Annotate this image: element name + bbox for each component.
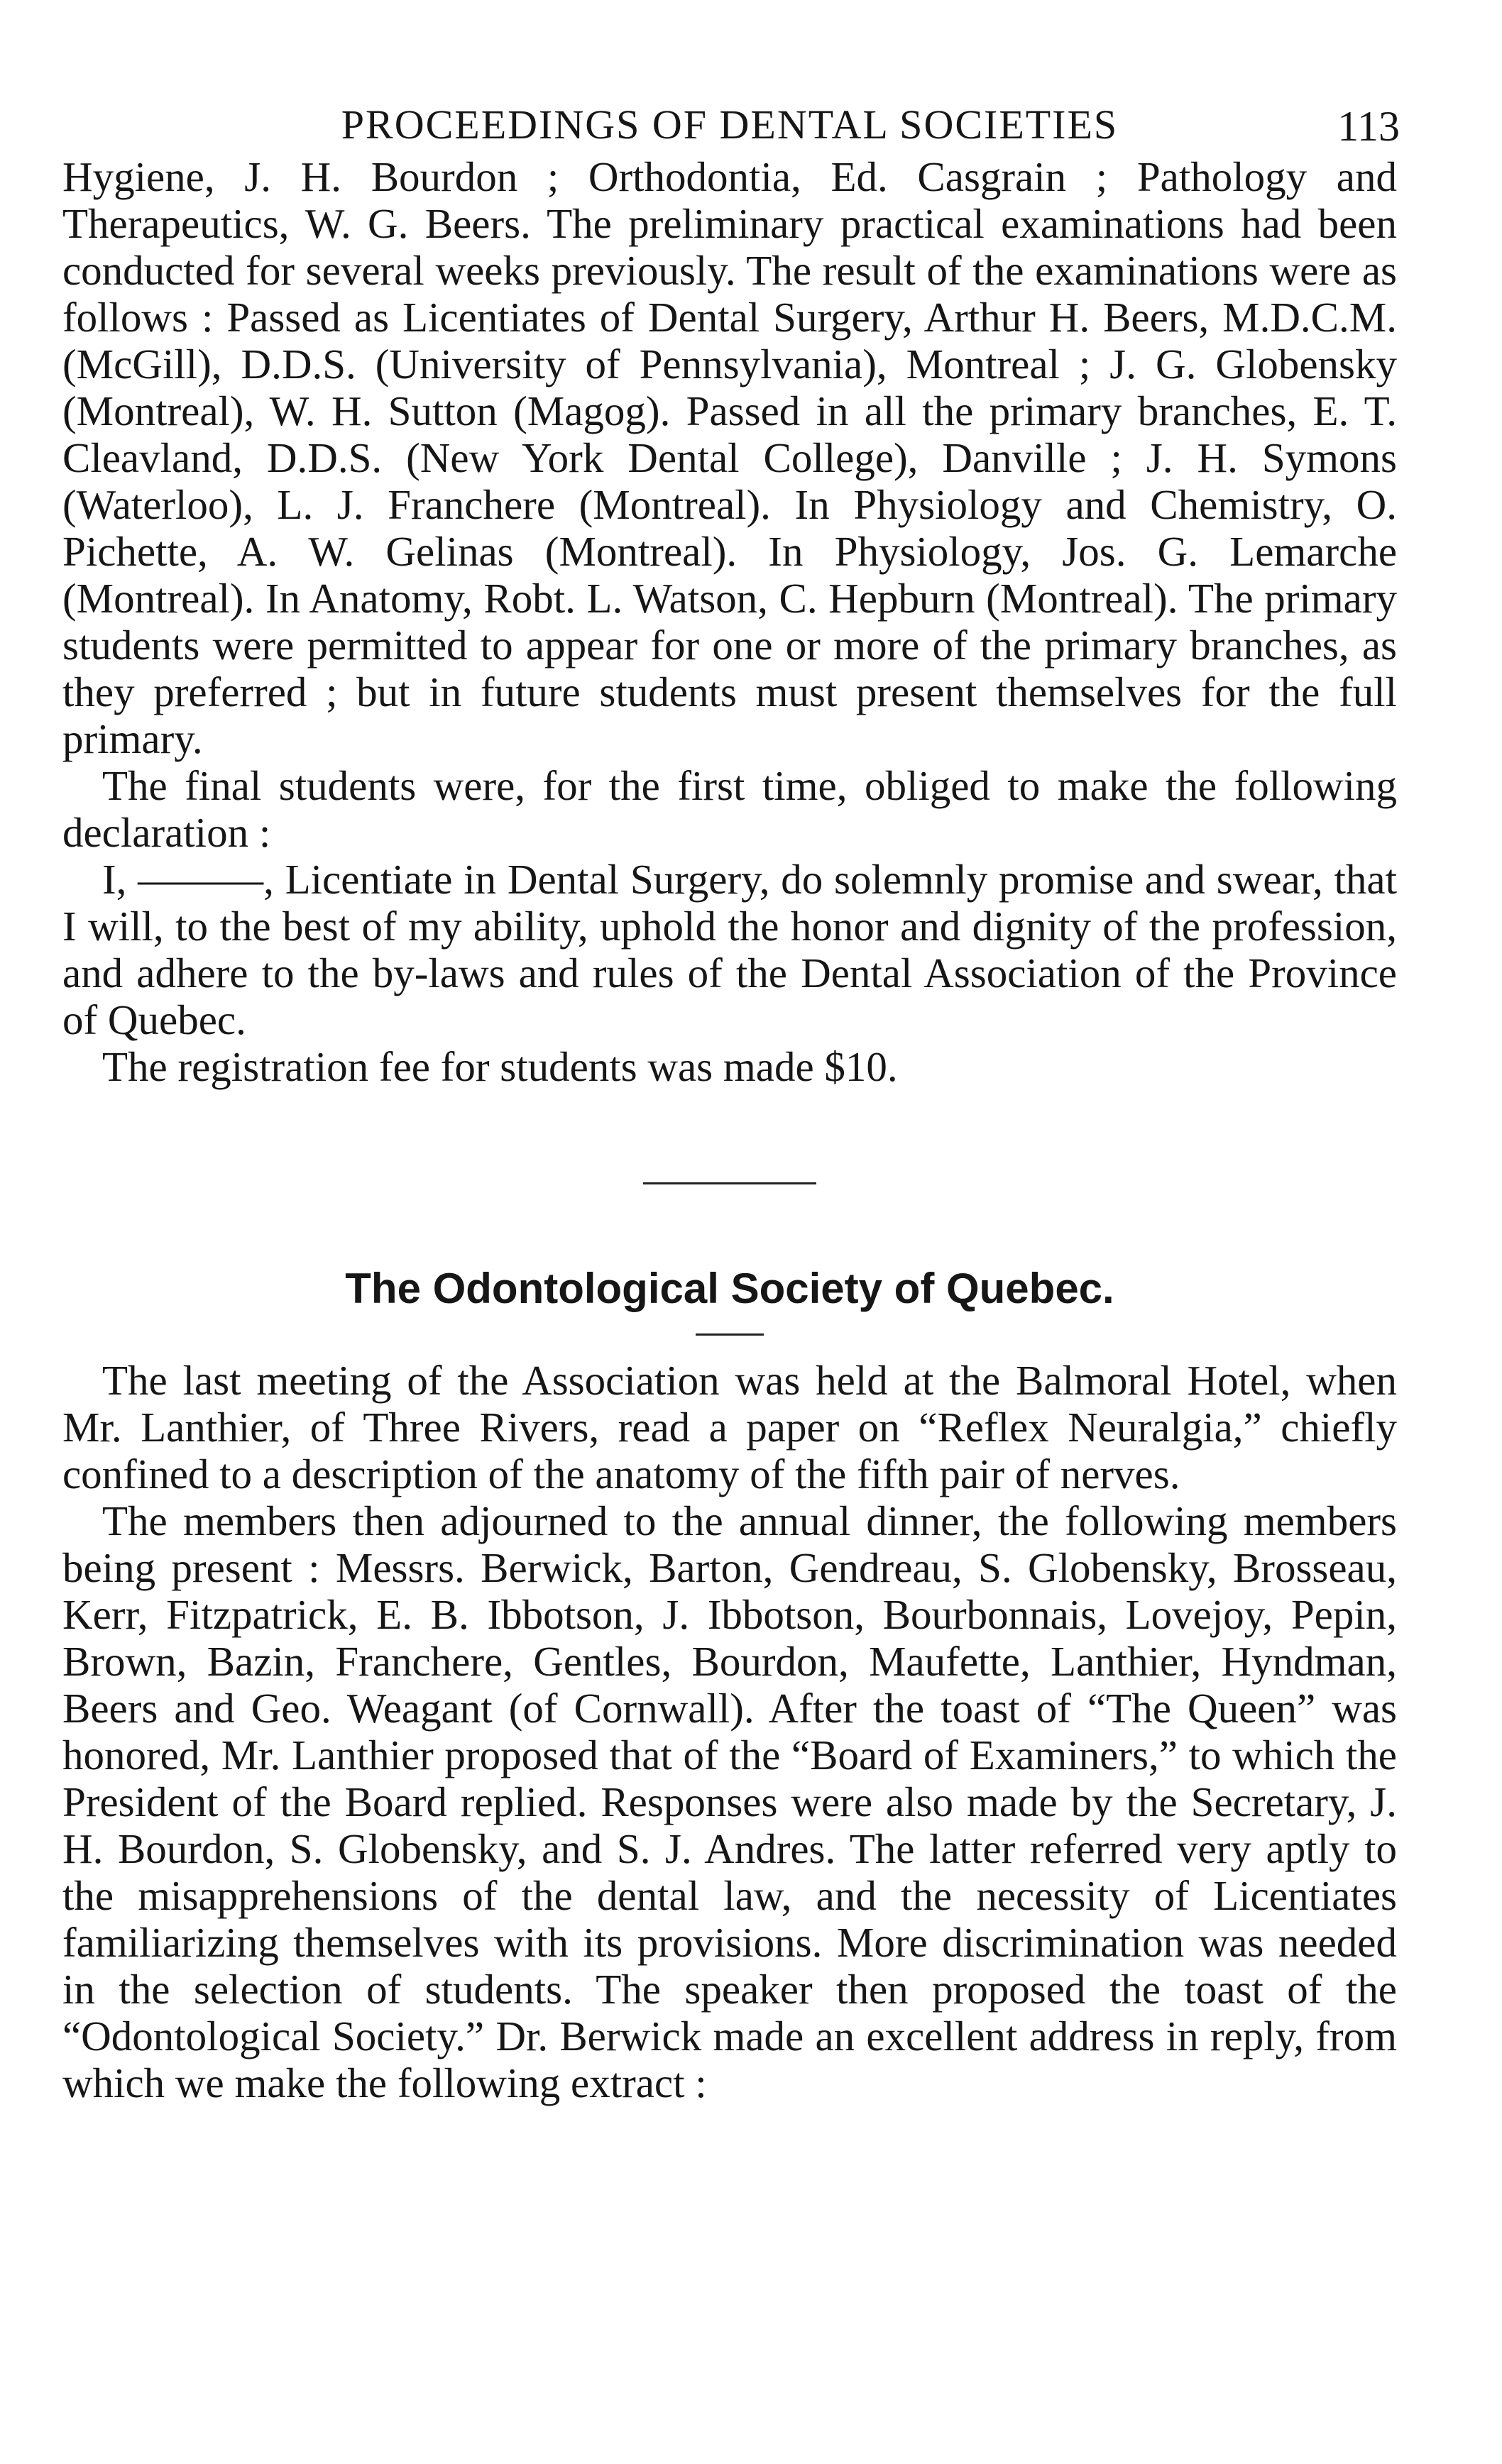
document-page	[62, 85, 1400, 2106]
section-divider	[643, 1182, 816, 1184]
declaration-paragraph: I, ———, Licentiate in Dental Surgery, do solemnly promise and swear, that I will, to the best of my ability, uphold the honor and dignity of the profession, and adhere to the by-laws and rules of the Dental Association of the Province of Quebec.	[62, 856, 1397, 1043]
title-divider	[696, 1333, 764, 1336]
paragraph: The final students were, for the first time, obliged to make the following declaration :	[62, 762, 1397, 856]
page-number: 113	[1337, 103, 1400, 150]
main-text	[62, 153, 1397, 2106]
page-header	[62, 85, 1400, 153]
section-title: The Odontological Society of Quebec.	[345, 1265, 1114, 1312]
paragraph: Hygiene, J. H. Bourdon ; Orthodontia, Ed. Casgrain ; Pathology and Therapeutics, W. G. Beers. The preliminary practical examinations had been conducted for several weeks previously. The result of the examinations were as follows : Passed as Licentiates of Dental Surgery, Arthur H. Beers, M.D.C.M. (McGill), D.D.S. (University of Pennsylvania), Montreal ; J. G. Globensky (Montreal), W. H. Sutton (Magog). Passed in all the primary branches, E. T. Cleavland, D.D.S. (New York Dental College), Danville ; J. H. Symons (Waterloo), L. J. Franchere (Montreal). In Physiology and Chemistry, O. Pichette, A. W. Gelinas (Montreal). In Physiology, Jos. G. Lemarche (Montreal). In Anatomy, Robt. L. Watson, C. Hepburn (Montreal). The primary students were permitted to appear for one or more of the primary branches, as they preferred ; but in future students must present themselves for the full primary.	[62, 153, 1397, 762]
paragraph: The last meeting of the Association was held at the Balmoral Hotel, when Mr. Lanthier, of Three Rivers, read a paper on “Reflex Neuralgia,” chiefly confined to a description of the anatomy of the fifth pair of nerves.	[62, 1357, 1397, 1497]
paragraph: The members then adjourned to the annual dinner, the following members being present : Messrs. Berwick, Barton, Gendreau, S. Globensky, Brosseau, Kerr, Fitzpatrick, E. B. Ibbotson, J. Ibbotson, Bourbonnais, Lovejoy, Pepin, Brown, Bazin, Franchere, Gentles, Bourdon, Maufette, Lanthier, Hyndman, Beers and Geo. Weagant (of Cornwall). After the toast of “The Queen” was honored, Mr. Lanthier proposed that of the “Board of Examiners,” to which the President of the Board replied. Responses were also made by the Secretary, J. H. Bourdon, S. Globensky, and S. J. Andres. The latter referred very aptly to the misapprehensions of the dental law, and the necessity of Licentiates familiarizing themselves with its provisions. More discrimination was needed in the selection of students. The speaker then proposed the toast of the “Odontological Society.” Dr. Berwick made an excellent address in reply, from which we make the following extract :	[62, 1497, 1397, 2106]
paragraph: The registration fee for students was made $10.	[102, 1043, 898, 1090]
running-head: PROCEEDINGS OF DENTAL SOCIETIES	[341, 101, 1119, 148]
